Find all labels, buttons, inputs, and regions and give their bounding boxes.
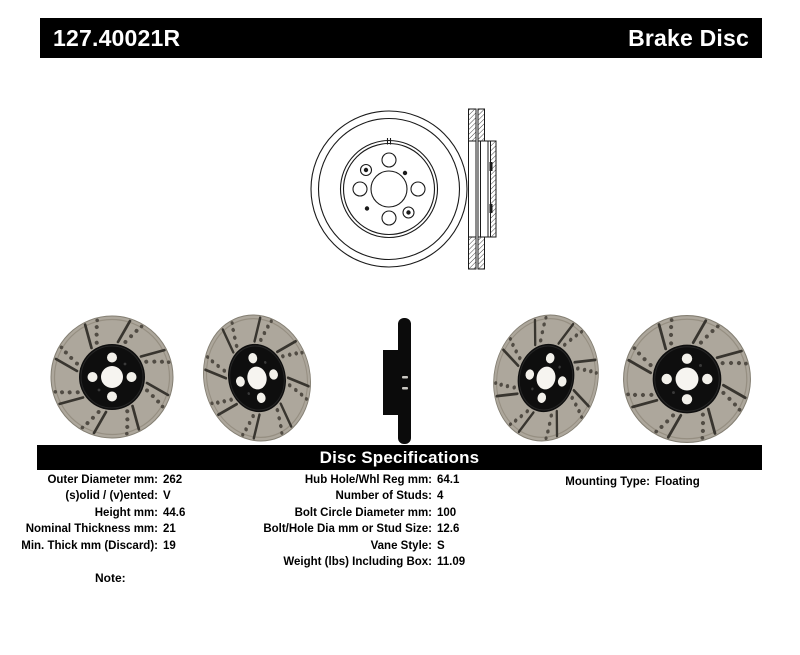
rotor-photo-front-left [51, 316, 173, 438]
spec-value: 11.09 [437, 556, 466, 569]
spec-label: Mounting Type: [565, 476, 650, 488]
disc-front-view-drawing [311, 111, 467, 267]
part-number: 127.40021R [53, 24, 181, 51]
spec-value: 64.1 [437, 474, 460, 486]
spec-label: Bolt Circle Diameter mm: [294, 506, 432, 519]
spec-value: 19 [163, 539, 176, 552]
spec-label: Bolt/Hole Dia mm or Stud Size: [263, 523, 432, 536]
spec-row [258, 472, 465, 488]
spec-label: (s)olid / (v)ented: [65, 490, 158, 503]
spec-label: Min. Thick mm (Discard): [21, 539, 158, 552]
spec-row [10, 472, 185, 488]
spec-section-title: Disc Specifications [319, 447, 480, 467]
spec-row [10, 488, 185, 504]
spec-row [500, 474, 700, 490]
spec-row [258, 521, 465, 537]
spec-column-right [500, 474, 700, 490]
spec-value: 262 [163, 474, 183, 486]
rotor-photo-angled-right [482, 305, 610, 450]
spec-label: Outer Diameter mm: [47, 474, 158, 486]
spec-label: Hub Hole/Whl Reg mm: [304, 474, 432, 486]
product-type-title: Brake Disc [628, 24, 749, 51]
rotor-photo-side-profile [383, 318, 411, 444]
rotor-photo-front-right [624, 316, 751, 443]
spec-label: Height mm: [94, 506, 158, 519]
spec-section-header [37, 445, 762, 470]
spec-label: Number of Studs: [335, 490, 432, 503]
spec-column-middle [258, 472, 465, 570]
title-bar [40, 18, 762, 58]
spec-row [10, 505, 185, 521]
spec-row [10, 521, 185, 537]
spec-row [258, 554, 465, 570]
spec-label: Nominal Thickness mm: [25, 523, 158, 536]
spec-column-left [10, 472, 185, 554]
spec-value: 4 [437, 490, 444, 503]
spec-value: 12.6 [437, 523, 460, 536]
spec-row [258, 488, 465, 504]
spec-label: Vane Style: [370, 539, 432, 552]
spec-value: 100 [437, 506, 457, 519]
disc-cross-section-drawing [469, 109, 497, 269]
spec-row [10, 538, 185, 554]
spec-value: 21 [163, 523, 176, 536]
brake-disc-technical-drawing [280, 92, 520, 292]
spec-value: 44.6 [163, 506, 186, 519]
note-label: Note: [95, 571, 126, 585]
spec-row [258, 505, 465, 521]
rotor-photo-row [0, 305, 800, 450]
spec-value: S [437, 539, 445, 552]
spec-value: V [163, 490, 171, 503]
spec-row [258, 538, 465, 554]
spec-label: Weight (lbs) Including Box: [283, 556, 432, 569]
rotor-photo-angled-left [192, 305, 322, 450]
spec-value: Floating [655, 476, 700, 488]
